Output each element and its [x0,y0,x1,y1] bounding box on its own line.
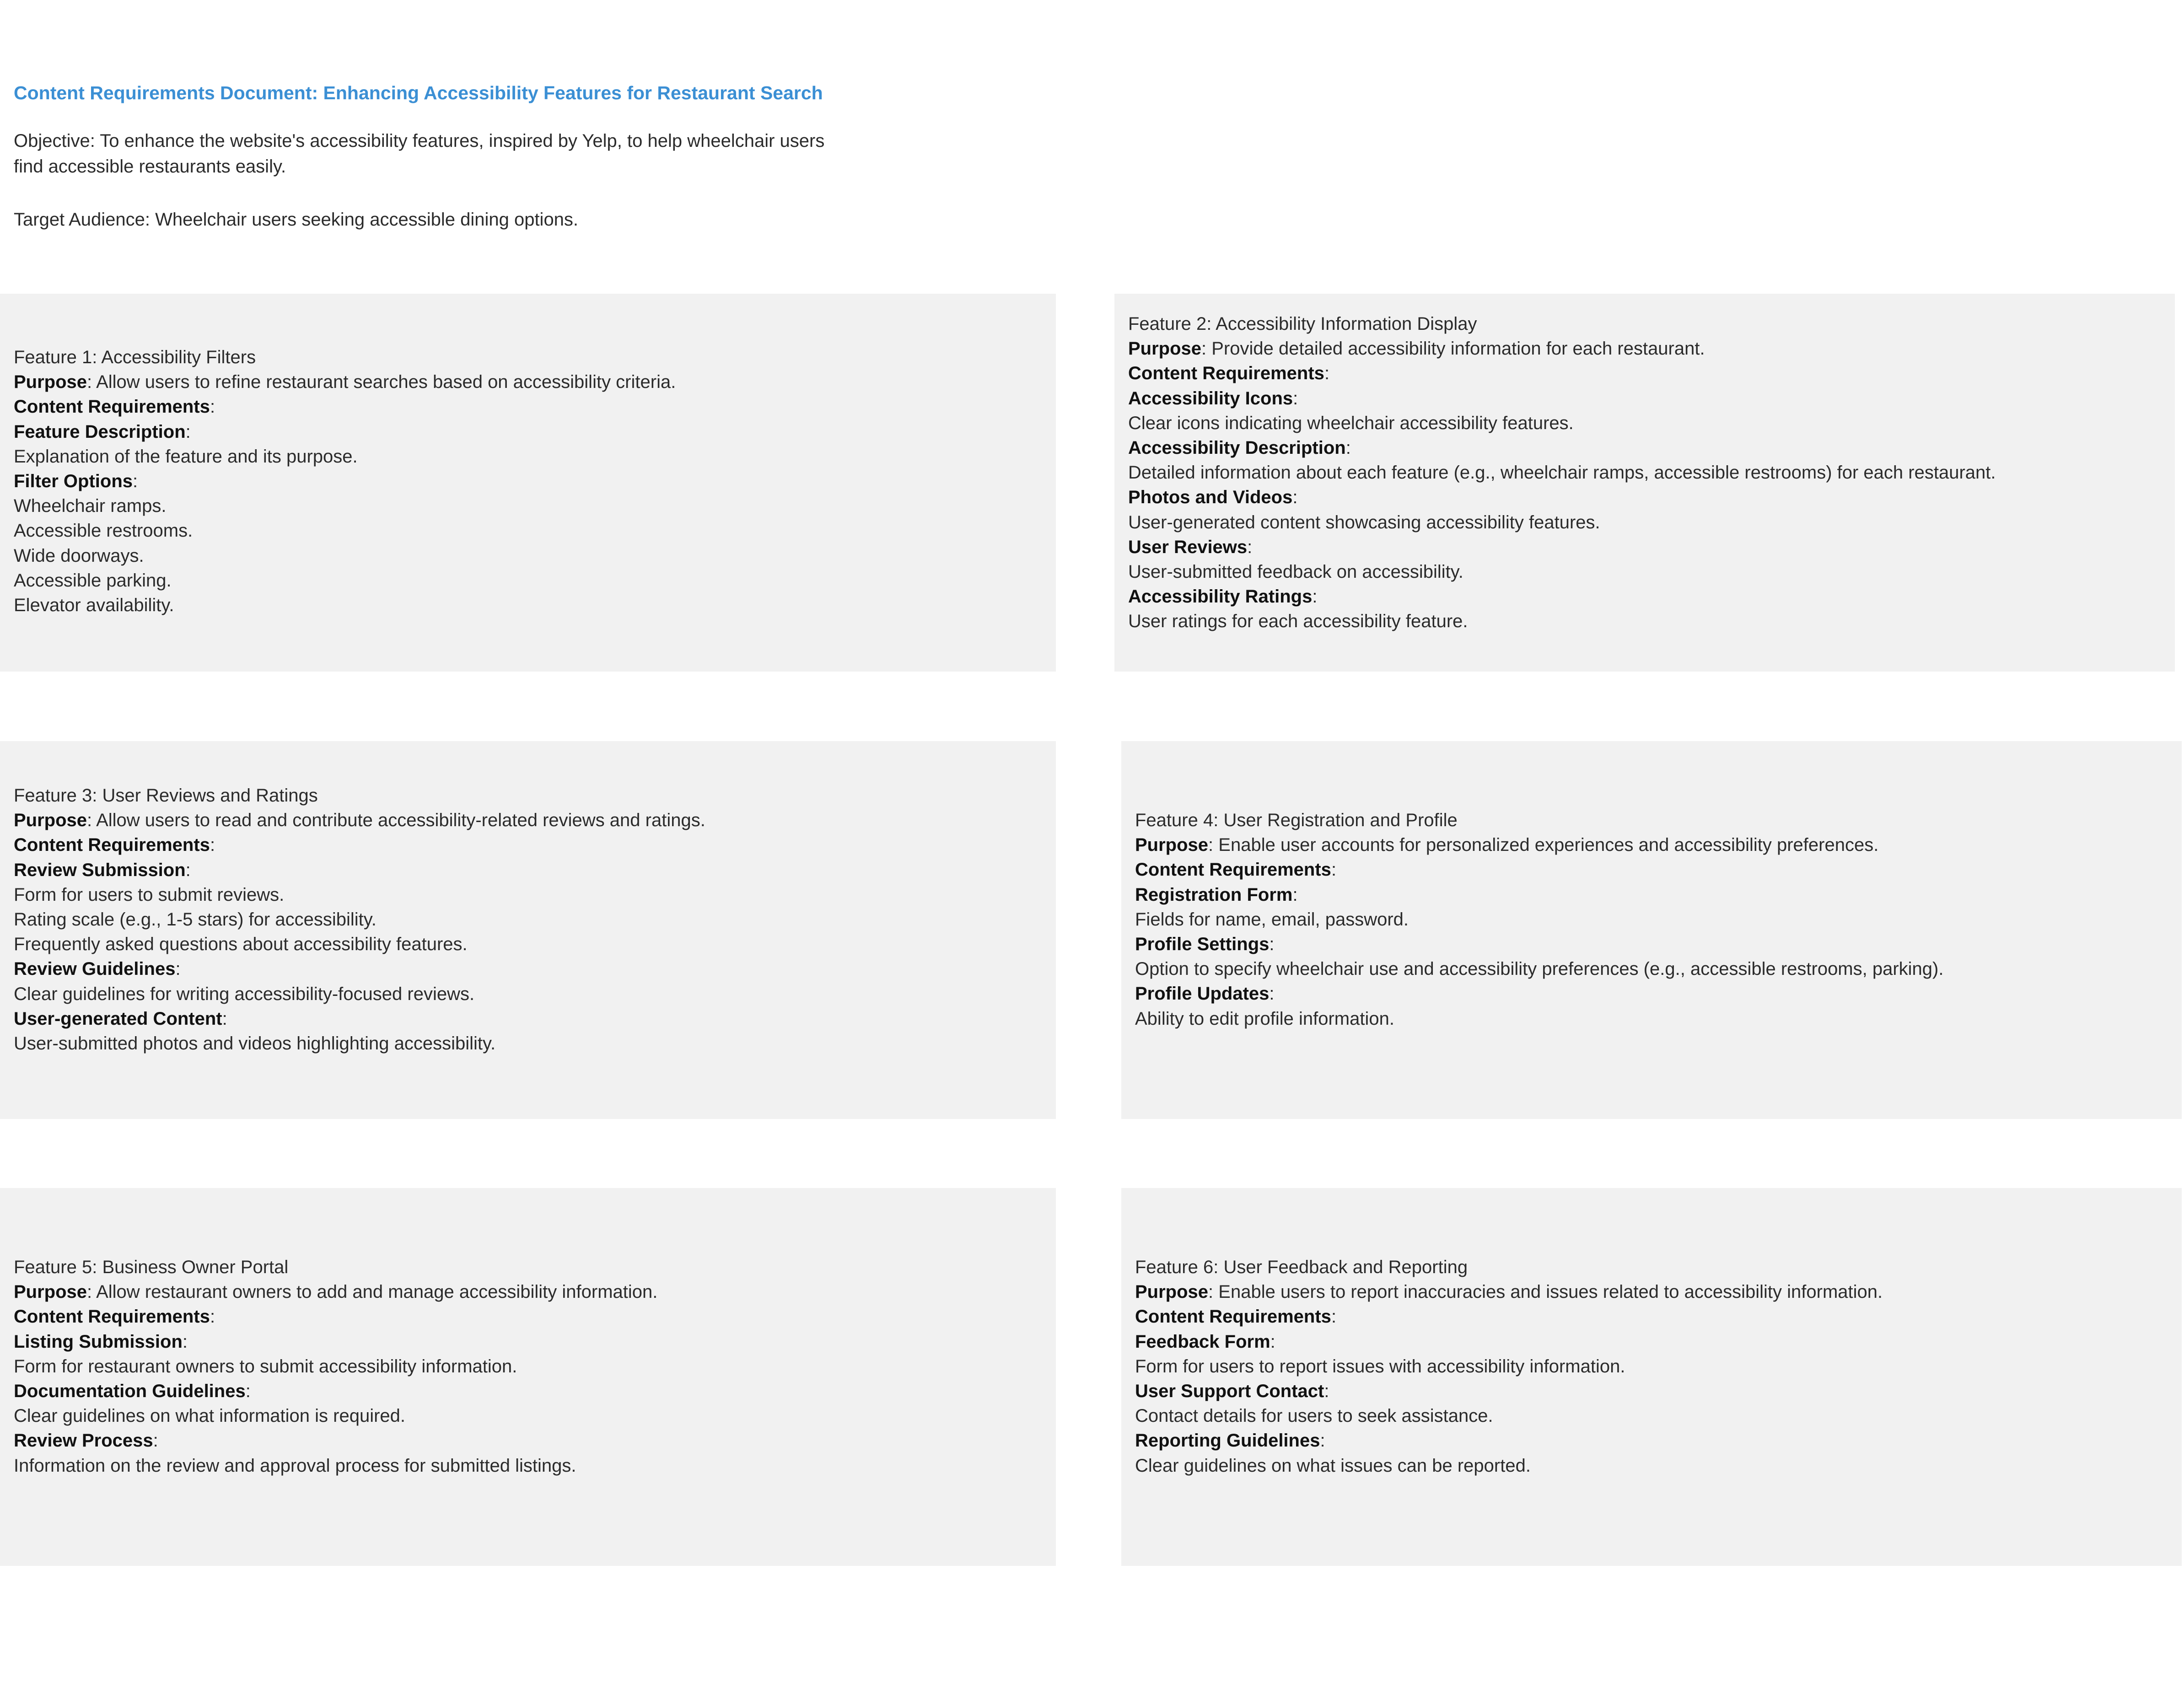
requirement-label-line [1128,436,2161,460]
requirement-label-line [1128,361,2161,386]
requirement-detail-line [14,593,1042,618]
requirement-text: : [1247,537,1253,557]
requirement-label: Profile Updates [1135,984,1270,1004]
requirement-label: Accessibility Icons [1128,388,1293,409]
requirement-label-line [1128,336,2161,361]
feature-heading: Feature 6: User Feedback and Reporting [1135,1257,1468,1277]
requirement-label: Profile Settings [1135,934,1270,955]
requirement-label: Content Requirements [14,835,210,855]
requirement-detail-line [14,444,1042,469]
requirement-text: : [153,1430,158,1451]
requirement-label-line [14,1304,1042,1329]
requirement-label-line [1128,386,2161,411]
requirement-label: Purpose [1128,339,1202,359]
objective-text: Objective: To enhance the website's accessibility features, inspired by Yelp, to help wheelchair users find accessible restaurants easily. [14,131,825,177]
requirement-label-line [14,1329,1042,1354]
requirement-label-line [1135,882,2168,907]
requirement-label-line [1135,981,2168,1006]
requirement-text: : [185,421,191,442]
requirement-label-line [14,957,1042,981]
requirement-label-line [1135,1379,2168,1404]
requirement-text: : Enable users to report inaccuracies and issues related to accessibility information. [1208,1282,1883,1302]
requirement-text: : [1292,884,1298,905]
requirement-text: Contact details for users to seek assistance. [1135,1406,1493,1426]
requirement-label-line [14,370,1042,394]
requirement-label: Content Requirements [14,397,210,417]
requirement-text: : [133,471,138,492]
document-title: Content Requirements Document: Enhancing Accessibility Features for Restaurant Search [14,82,823,103]
requirement-text: User ratings for each accessibility feature. [1128,611,1468,632]
requirement-label-line [14,469,1042,494]
requirement-text: Ability to edit profile information. [1135,1008,1394,1029]
requirement-text: Wide doorways. [14,545,144,566]
requirement-detail-line [1135,1006,2168,1031]
requirement-label-line [14,1428,1042,1453]
requirement-text: : Enable user accounts for personalized experiences and accessibility preferences. [1208,835,1879,855]
requirement-text: : [1320,1430,1325,1451]
requirement-text: Option to specify wheelchair use and accessibility preferences (e.g., accessible restrooms, parking). [1135,959,1944,979]
requirement-detail-line [1128,609,2161,634]
requirement-detail-line [14,1453,1042,1478]
requirement-text: : [1331,1307,1337,1327]
requirement-label: User-generated Content [14,1008,222,1029]
requirement-detail-line [14,1404,1042,1428]
requirement-detail-line [14,882,1042,907]
requirement-label-line [14,833,1042,857]
requirement-text: : [245,1381,251,1402]
requirement-label-line [14,394,1042,419]
requirement-text: : Allow users to read and contribute accessibility-related reviews and ratings. [87,810,705,831]
target-audience-text: Target Audience: Wheelchair users seeking accessible dining options. [14,210,579,230]
requirement-label: User Support Contact [1135,1381,1324,1402]
requirement-detail-line [14,982,1042,1006]
requirement-label-line [1135,1329,2168,1354]
requirement-detail-line [14,494,1042,518]
requirement-text: : [1270,1331,1275,1352]
requirement-label: User Reviews [1128,537,1248,557]
requirement-text: Form for users to submit reviews. [14,884,285,905]
requirement-text: : [210,397,215,417]
requirement-detail-line [1128,559,2161,584]
requirement-detail-line [1135,1404,2168,1428]
requirement-label-line [14,419,1042,444]
requirement-text: Information on the review and approval process for submitted listings. [14,1455,576,1476]
requirement-text: : [1331,860,1337,880]
requirement-text: : [1324,1381,1329,1402]
requirement-label: Feature Description [14,421,186,442]
requirement-label: Content Requirements [14,1307,210,1327]
requirement-label: Purpose [1135,835,1209,855]
requirement-label-line [1135,857,2168,882]
feature-card-4 [1121,741,2182,1119]
requirement-text: : [1345,438,1351,458]
requirement-label: Feedback Form [1135,1331,1270,1352]
requirement-text: : [1324,363,1330,384]
feature-heading: Feature 4: User Registration and Profile [1135,810,1458,830]
requirement-detail-line [14,907,1042,932]
requirement-detail-line [14,518,1042,543]
requirement-text: Clear guidelines on what information is required. [14,1406,406,1426]
requirement-text: : [222,1008,227,1029]
requirement-text: : [175,959,181,979]
requirement-label-line [14,1006,1042,1031]
feature-heading: Feature 2: Accessibility Information Display [1128,314,1477,334]
requirement-label-line [14,1280,1042,1304]
requirement-label-line [1128,535,2161,559]
requirement-detail-line [14,568,1042,593]
requirement-detail-line [1135,1354,2168,1379]
requirement-text: Form for restaurant owners to submit accessibility information. [14,1356,517,1377]
feature-heading: Feature 5: Business Owner Portal [14,1257,289,1277]
feature-heading: Feature 3: User Reviews and Ratings [14,785,318,806]
requirement-label: Review Process [14,1430,153,1451]
requirement-label: Content Requirements [1135,860,1331,880]
requirement-label-line [14,808,1042,833]
requirement-label: Purpose [14,372,87,393]
requirement-label: Reporting Guidelines [1135,1430,1320,1451]
requirement-text: Clear guidelines for writing accessibility-focused reviews. [14,984,475,1004]
requirement-detail-line [14,1354,1042,1379]
requirement-text: : [210,835,215,855]
requirement-text: : [185,860,191,880]
requirement-text: : Allow users to refine restaurant searches based on accessibility criteria. [87,372,676,393]
requirement-label: Documentation Guidelines [14,1381,246,1402]
feature-card-5 [0,1188,1056,1566]
feature-heading: Feature 1: Accessibility Filters [14,347,256,367]
feature-card-1 [0,294,1056,672]
requirement-label: Purpose [1135,1282,1209,1302]
requirement-text: Detailed information about each feature (e.g., wheelchair ramps, accessible restrooms) for each restaurant. [1128,462,1996,483]
requirement-label-line [1135,1280,2168,1304]
requirement-text: Wheelchair ramps. [14,496,167,516]
requirement-text: : [1269,984,1275,1004]
feature-card-2 [1114,294,2175,672]
requirement-label-line [1128,584,2161,609]
requirement-text: Accessible parking. [14,570,172,591]
requirement-detail-line [1128,510,2161,535]
requirement-detail-line [14,932,1042,957]
requirement-label-line [1128,485,2161,510]
requirement-label: Listing Submission [14,1331,183,1352]
requirement-detail-line [14,543,1042,568]
requirement-text: Fields for name, email, password. [1135,909,1409,930]
requirement-text: Clear guidelines on what issues can be reported. [1135,1455,1531,1476]
requirement-label: Photos and Videos [1128,487,1293,508]
requirement-label-line [1135,1304,2168,1329]
requirement-text: Rating scale (e.g., 1-5 stars) for accessibility. [14,909,377,930]
requirement-detail-line [1135,1453,2168,1478]
requirement-detail-line [1135,907,2168,932]
feature-card-3 [0,741,1056,1119]
requirement-text: : [210,1307,215,1327]
requirement-label: Accessibility Ratings [1128,586,1313,607]
requirement-text: Frequently asked questions about accessibility features. [14,934,468,955]
requirement-text: Clear icons indicating wheelchair accessibility features. [1128,413,1574,433]
requirement-label: Purpose [14,810,87,831]
requirement-text: Explanation of the feature and its purpose. [14,446,358,467]
requirement-label-line [1135,1428,2168,1453]
requirement-label-line [14,1379,1042,1404]
feature-card-6 [1121,1188,2182,1566]
requirement-text: User-submitted feedback on accessibility. [1128,562,1463,582]
requirement-text: User-generated content showcasing accessibility features. [1128,512,1600,532]
requirement-label: Review Submission [14,860,186,880]
requirement-label-line [1135,932,2168,957]
requirement-label-line [14,858,1042,882]
requirement-label: Registration Form [1135,884,1293,905]
requirement-label-line [1135,833,2168,857]
requirement-label: Purpose [14,1282,87,1302]
requirement-label: Content Requirements [1128,363,1324,384]
requirement-text: : Allow restaurant owners to add and manage accessibility information. [87,1282,658,1302]
requirement-text: User-submitted photos and videos highlighting accessibility. [14,1033,496,1054]
requirement-text: : [1292,487,1298,508]
requirement-text: Elevator availability. [14,595,174,616]
requirement-text: : [1269,934,1275,955]
requirement-text: : Provide detailed accessibility information for each restaurant. [1201,339,1705,359]
requirement-label: Content Requirements [1135,1307,1331,1327]
requirement-label: Review Guidelines [14,959,176,979]
requirement-text: : [1312,586,1318,607]
requirement-text: : [182,1331,188,1352]
requirement-detail-line [1135,957,2168,981]
requirement-detail-line [1128,460,2161,485]
requirement-detail-line [1128,411,2161,436]
requirement-label: Accessibility Description [1128,438,1346,458]
requirement-label: Filter Options [14,471,133,492]
requirement-detail-line [14,1031,1042,1056]
requirement-text: Accessible restrooms. [14,521,193,541]
requirement-text: : [1293,388,1298,409]
requirement-text: Form for users to report issues with accessibility information. [1135,1356,1625,1377]
